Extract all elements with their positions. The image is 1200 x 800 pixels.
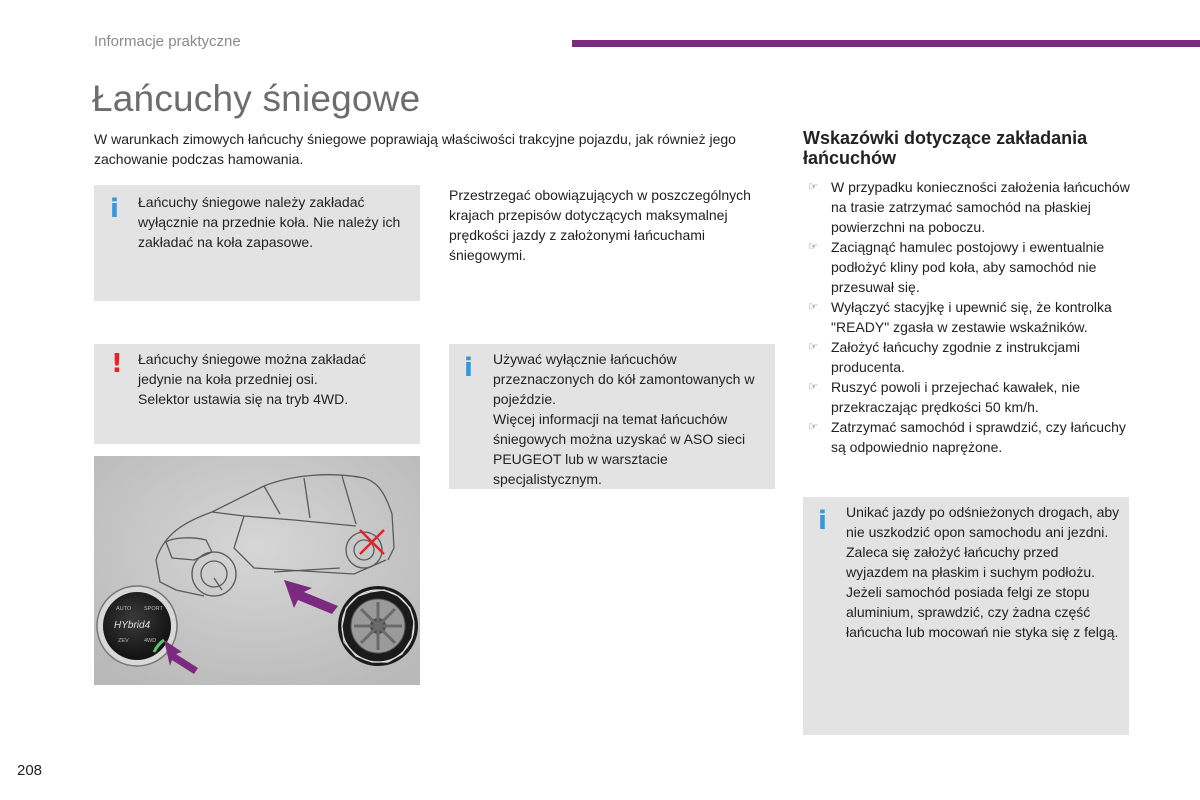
list-item: ☞ Założyć łańcuchy zgodnie z instrukcjami producenta. [808, 339, 1080, 375]
note-avoid-cleared-roads [803, 497, 1129, 735]
intro-text: W warunkach zimowych łańcuchy śniegowe poprawiają właściwości trakcyjne pojazdu, jak również jego zachowanie podczas hamowania. [94, 131, 736, 167]
page-title: Łańcuchy śniegowe [92, 78, 421, 119]
chained-wheel-icon [338, 586, 418, 666]
info-icon: i [818, 506, 827, 536]
selector-label: SPORT [144, 606, 163, 612]
pointing-hand-icon: ☞ [808, 341, 818, 353]
list-item: ☞ Ruszyć powoli i przejechać kawałek, nie przekraczając prędkości 50 km/h. [808, 379, 1080, 415]
list-item: ☞ W przypadku konieczności założenia łańcuchów na trasie zatrzymać samochód na płaskiej powierzchni na poboczu. [808, 179, 1130, 235]
warning-line: Łańcuchy śniegowe można zakładać jedynie na koła przedniej osi. [138, 351, 367, 387]
list-item: ☞ Wyłączyć stacyjkę i upewnić się, że kontrolka "READY" zgasła w zestawie wskaźników. [808, 299, 1112, 335]
warning-line: Selektor ustawia się na tryb 4WD. [138, 391, 349, 407]
note-text: Łańcuchy śniegowe należy zakładać wyłącznie na przednie koła. Nie należy ich zakładać na koła zapasowe. [138, 194, 401, 250]
warning-text [138, 349, 414, 409]
instructions-list [803, 177, 1133, 457]
pointing-hand-icon: ☞ [808, 421, 818, 433]
page-number: 208 [17, 762, 43, 779]
pointing-hand-icon: ☞ [808, 381, 818, 393]
selector-label: AUTO [116, 606, 132, 612]
note-designed-chains [449, 344, 775, 489]
note-line: Używać wyłącznie łańcuchów przeznaczonych do kół zamontowanych w pojeździe. [493, 351, 755, 407]
warning-icon: ! [111, 349, 123, 379]
info-icon: i [464, 353, 473, 383]
list-item: ☞ Zaciągnąć hamulec postojowy i ewentualnie podłożyć kliny pod koła, aby samochód nie przesuwał się. [808, 239, 1105, 295]
selector-brand: HYbrid4 [114, 620, 151, 631]
list-item: ☞ Zatrzymać samochód i sprawdzić, czy łańcuchy są odpowiednio naprężone. [808, 419, 1126, 455]
note-line: Więcej informacji na temat łańcuchów śniegowych można uzyskać w ASO sieci PEUGEOT lub w warsztacie specjalistycznym. [493, 411, 746, 487]
selector-label: 4WD [144, 638, 157, 644]
instructions-heading: Wskazówki dotyczące zakładania łańcuchów [803, 128, 1088, 168]
selector-label: ZEV [118, 638, 129, 644]
drive-mode-selector [97, 586, 177, 666]
note-text [493, 349, 769, 489]
warning-4wd [94, 344, 420, 444]
snow-chain-illustration [94, 456, 420, 685]
speed-rules-text: Przestrzegać obowiązujących w poszczególnych krajach przepisów dotyczących maksymalnej prędkości jazdy z założonymi łańcuchami śniegowymi. [449, 187, 751, 263]
pointing-hand-icon: ☞ [808, 241, 818, 253]
info-icon: i [110, 194, 119, 224]
pointing-hand-icon: ☞ [808, 301, 818, 313]
note-front-wheels [94, 185, 420, 301]
section-accent-bar [572, 40, 1200, 47]
section-label: Informacje praktyczne [94, 33, 241, 50]
note-text: Unikać jazdy po odśnieżonych drogach, aby nie uszkodzić opon samochodu ani jezdni. Zaleca się założyć łańcuchy przed wyjazdem na płaskim i suchym podłożu. Jeżeli samochód posiada felgi ze stopu aluminium, sprawdzić, czy żadna część łańcucha lub mocowań nie styka się z felgą. [846, 504, 1120, 640]
pointing-hand-icon: ☞ [808, 181, 818, 193]
